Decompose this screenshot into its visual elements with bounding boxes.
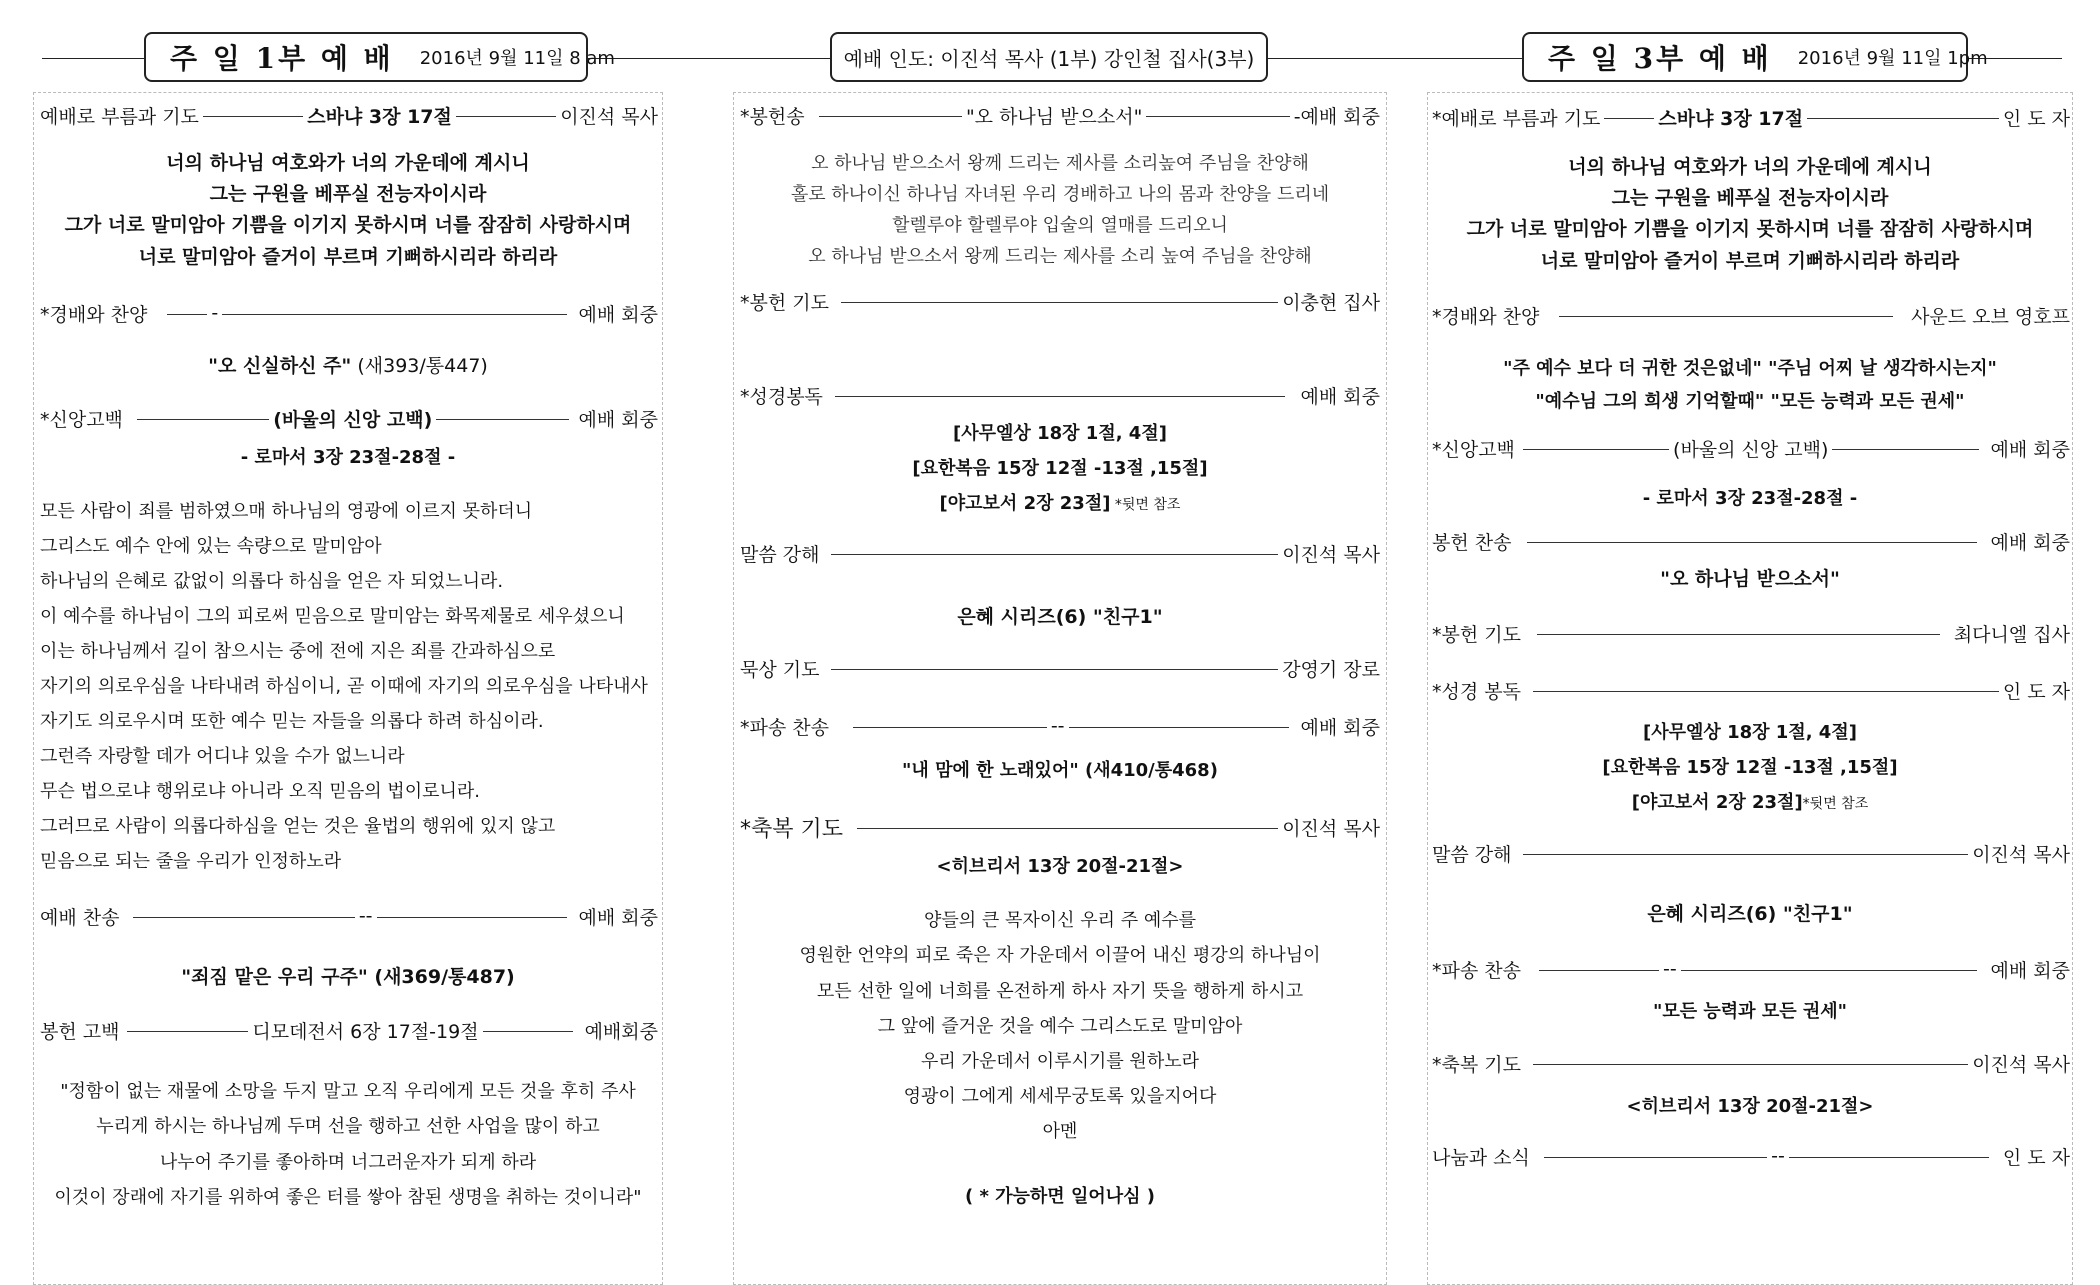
service-1-date: 2016년 9월 11일 8 am [419,48,615,69]
leader-line [133,917,354,918]
creed-title: (바울의 신앙 고백) [273,408,433,431]
creed-text-line: 자기도 의로우시며 또한 예수 믿는 자들을 의롭다 하려 하심이라. [40,711,544,732]
silent-prayer-row [740,655,1380,681]
praise-label: *경배와 찬양 [1432,305,1540,328]
creed-title: (바울의 신앙 고백) [1673,438,1829,461]
leader-line [1523,449,1669,450]
leader-line [841,302,1278,303]
worship-leaders: 예배 인도: 이진석 목사 (1부) 강인철 집사(3부) [843,46,1255,71]
service-3-date: 2016년 9월 11일 1pm [1797,48,1988,69]
offering-song-label: 봉헌 찬송 [1432,531,1512,554]
scripture-reading-label: *성경봉독 [740,385,823,408]
praise-row [40,300,658,326]
sermon-preacher: 이진석 목사 [1282,543,1380,566]
offering-prayer-label: *봉헌 기도 [1432,623,1521,646]
offering-prayer-row-3 [1432,620,2070,646]
leader-line [1604,118,1654,119]
service-1-title: 주 일 1부 예 배 [170,42,394,75]
benediction-reference: <히브리서 13장 20절-21절> [936,856,1184,877]
sermon-title: 은혜 시리즈(6) "친구1" [1647,903,1853,925]
praise-by: 예배 회중 [578,303,658,326]
call-to-worship-label: 예배로 부름과 기도 [40,105,199,128]
call-verse-line: 그가 너로 말미암아 기쁨을 이기지 못하시며 너를 잠잠히 사랑하시며 [1466,218,2034,240]
call-to-worship-row [40,102,658,128]
dismissal-hymn-mid: -- [1050,715,1065,737]
call-verse-line: 너로 말미암아 즐거이 부르며 기뻐하시리라 하리라 [1540,250,1960,272]
praise-mid: - [211,302,219,324]
call-to-worship-leader: 인 도 자 [2002,107,2070,130]
standing-footnote: ( * 가능하면 일어나심 ) [964,1186,1156,1207]
offering-prayer-label: *봉헌 기도 [740,291,829,314]
call-verse-line: 너의 하나님 여호와가 너의 가운데에 계시니 [1568,156,1932,178]
leader-line [377,917,567,918]
leader-line [1523,854,1968,855]
offering-song-title: "오 하나님 받으소서" [1660,568,1840,590]
leader-line [1539,970,1659,971]
leader-line [1069,727,1289,728]
sermon-row-3 [1432,840,2070,866]
dismissal-hymn-number: (새410/통468) [1078,760,1218,781]
reading-ref: [사무엘상 18장 1절, 4절] [1643,722,1857,743]
call-verse-line: 너의 하나님 여호와가 너의 가운데에 계시니 [166,152,530,174]
creed-text-line: 믿음으로 되는 줄을 우리가 인정하노라 [40,851,342,872]
offering-prayer-row [740,288,1380,314]
creed-text-line: 그러므로 사람이 의롭다하심을 얻는 것은 율법의 행위에 있지 않고 [40,816,556,837]
leaders-box [830,32,1268,82]
offering-lyric-line: 홀로 하나이신 하나님 자녀된 우리 경배하고 나의 몸과 찬양을 드리네 [790,184,1330,205]
scripture-reading-by: 예배 회중 [1300,385,1380,408]
creed-label: *신앙고백 [1432,438,1515,461]
creed-text-line: 자기의 의로우심을 나타내려 하심이니, 곧 이때에 자기의 의로우심을 나타내사 [40,676,648,697]
silent-prayer-by: 강영기 장로 [1282,658,1380,681]
offering-song-label: *봉헌송 [740,105,805,128]
service-3-title-box [1522,32,1988,82]
leader-line [1533,691,1999,692]
call-verse-line: 그는 구원을 베푸실 전능자이시라 [1611,187,1889,209]
leader-line [819,116,962,117]
creed-text-line: 그리스도 예수 안에 있는 속량으로 말미암아 [40,536,382,557]
leader-line [127,1031,248,1032]
creed-reference: - 로마서 3장 23절-28절 - [1642,488,1858,509]
leader-line [1533,1064,1968,1065]
offering-prayer-by: 이충현 집사 [1282,291,1380,314]
dismissal-hymn-row-3 [1432,956,2070,982]
praise-song-title: "오 신실하신 주" [208,355,352,377]
dismissal-hymn-by: 예배 회중 [1990,959,2070,982]
benediction-reference: <히브리서 13장 20절-21절> [1626,1096,1874,1117]
offering-text-line: 누리게 하시는 하나님께 두며 선을 행하고 선한 사업을 많이 하고 [96,1116,600,1137]
sermon-row [740,540,1380,566]
announcements-row [1432,1143,2070,1169]
scripture-reading-label: *성경 봉독 [1432,680,1521,703]
sermon-label: 말씀 강해 [1432,843,1512,866]
benediction-text-line: 모든 선한 일에 너희를 온전하게 하사 자기 뜻을 행하게 하시고 [816,981,1304,1002]
benediction-row-3 [1432,1050,2070,1076]
benediction-label: *축복 기도 [1432,1053,1521,1076]
offering-prayer-by: 최다니엘 집사 [1953,623,2070,646]
offering-song-row-3 [1432,528,2070,554]
offering-song-row [740,102,1380,128]
leader-line [436,419,568,420]
benediction-row [740,812,1380,842]
praise-song-number: (새393/통447) [351,355,488,377]
leader-line [167,314,207,315]
benediction-text-line: 양들의 큰 목자이신 우리 주 예수를 [923,910,1197,931]
silent-prayer-label: 묵상 기도 [740,658,820,681]
announcements-label: 나눔과 소식 [1432,1146,1530,1169]
offering-confession-by: 예배회중 [584,1020,658,1043]
hymn-song-title: "죄짐 맡은 우리 구주" [181,966,368,988]
offering-song-by: -예배 회중 [1293,105,1381,128]
dismissal-hymn-by: 예배 회중 [1300,716,1380,739]
offering-lyric-line: 할렐루야 할렐루야 입술의 열매를 드리오니 [892,215,1228,236]
hymn-by: 예배 회중 [578,906,658,929]
benediction-text-line: 아멘 [1042,1121,1078,1142]
creed-reference: - 로마서 3장 23절-28절 - [240,447,456,468]
praise-song [33,351,663,378]
call-to-worship-row-3 [1432,104,2070,130]
leader-line [456,116,556,117]
creed-row-3 [1432,435,2070,461]
benediction-text-line: 그 앞에 즐거운 것을 예수 그리스도로 말미암아 [877,1016,1243,1037]
leader-line [483,1031,573,1032]
offering-confession-row [40,1017,658,1043]
dismissal-hymn-label: *파송 찬송 [740,716,829,739]
leader-line [203,116,303,117]
leader-line [835,396,1285,397]
call-to-worship-scripture: 스바냐 3장 17절 [307,105,452,128]
offering-confession-scripture: 디모데전서 6장 17절-19절 [252,1020,479,1043]
header-rule-left [42,58,144,59]
offering-text-line: 나누어 주기를 좋아하며 너그러운자가 되게 하라 [159,1152,537,1173]
dismissal-hymn-mid: -- [1662,958,1677,980]
hymn-mid: -- [358,905,373,927]
header-rule-center-right [1268,58,1522,59]
header-rule-left-center [588,58,830,59]
leader-line [1537,634,1940,635]
offering-text-line: 이것이 장래에 자기를 위하여 좋은 터를 쌓아 참된 생명을 취하는 것이니라" [54,1187,642,1208]
hymn-label: 예배 찬송 [40,906,120,929]
scripture-reading-by: 인 도 자 [2002,680,2070,703]
leader-line [1807,118,1999,119]
leader-line [1544,1157,1767,1158]
hymn-song-number: (새369/통487) [367,966,515,988]
call-verse-line: 그는 구원을 베푸실 전능자이시라 [209,183,487,205]
leader-line [1559,316,1893,317]
reading-ref: [야고보서 2장 23절] [939,493,1111,514]
leader-line [137,419,269,420]
dismissal-hymn-label: *파송 찬송 [1432,959,1521,982]
reading-note: *뒷면 참조 [1802,796,1869,812]
leader-line [1681,970,1977,971]
praise-label: *경배와 찬양 [40,303,148,326]
leader-line [831,669,1278,670]
benediction-text-line: 영광이 그에게 세세무궁토록 있을지어다 [903,1086,1217,1107]
scripture-reading-row-3 [1432,677,2070,703]
creed-by: 예배 회중 [1990,438,2070,461]
creed-text-line: 이는 하나님께서 길이 참으시는 중에 전에 지은 죄를 간과하심으로 [40,641,556,662]
benediction-by: 이진석 목사 [1282,817,1380,840]
call-to-worship-label: *예배로 부름과 기도 [1432,107,1601,130]
hymn-row [40,903,658,929]
service-1-title-box [144,32,615,82]
creed-text-line: 무슨 법으로냐 행위로냐 아니라 오직 믿음의 법이로니라. [40,781,480,802]
benediction-text-line: 영원한 언약의 피로 죽은 자 가운데서 이끌어 내신 평강의 하나님이 [799,945,1321,966]
leader-line [1789,1157,1989,1158]
leader-line [1146,116,1289,117]
reading-note: *뒷면 참조 [1110,497,1181,513]
dismissal-hymn-title: "내 맘에 한 노래있어" [902,760,1079,781]
reading-ref: [요한복음 15장 12절 -13절 ,15절] [912,458,1208,479]
reading-ref: [사무엘상 18장 1절, 4절] [953,423,1167,444]
dismissal-hymn-title: "모든 능력과 모든 권세" [1652,1001,1848,1022]
announcements-mid: -- [1771,1145,1785,1167]
leader-line [1527,542,1976,543]
reading-ref: [요한복음 15장 12절 -13절 ,15절] [1602,757,1898,778]
dismissal-hymn-row [740,713,1380,739]
leader-line [1832,449,1978,450]
leader-line [831,554,1278,555]
offering-text-line: "정함이 없는 재물에 소망을 두지 말고 오직 우리에게 모든 것을 후히 주사 [60,1081,636,1102]
creed-text-line: 모든 사람이 죄를 범하였으매 하나님의 영광에 이르지 못하더니 [40,501,533,522]
praise-song-line: "주 예수 보다 더 귀한 것은없네" "주님 어찌 날 생각하시는지" [1503,358,1997,379]
creed-label: *신앙고백 [40,408,123,431]
benediction-by: 이진석 목사 [1972,1053,2070,1076]
dismissal-hymn [733,756,1387,782]
benediction-label: *축복 기도 [740,816,844,842]
call-verse-line: 너로 말미암아 즐거이 부르며 기뻐하시리라 하리라 [138,246,558,268]
praise-row-3 [1432,302,2070,328]
sermon-label: 말씀 강해 [740,543,820,566]
creed-text-line: 이 예수를 하나님이 그의 피로써 믿음으로 말미암는 화목제물로 세우셨으니 [40,606,625,627]
call-verse-line: 그가 너로 말미암아 기쁨을 이기지 못하시며 너를 잠잠히 사랑하시며 [64,214,632,236]
sermon-preacher: 이진석 목사 [1972,843,2070,866]
creed-text-line: 그런즉 자랑할 데가 어디냐 있을 수가 없느니라 [40,746,405,767]
leader-line [857,828,1278,829]
creed-by: 예배 회중 [578,408,658,431]
hymn-song [33,962,663,989]
praise-song-line: "예수님 그의 희생 기억할때" "모든 능력과 모든 권세" [1535,391,1965,412]
reading-ref-with-note [733,489,1387,515]
offering-confession-label: 봉헌 고백 [40,1020,120,1043]
creed-row [40,405,658,431]
offering-lyric-line: 오 하나님 받으소서 왕께 드리는 제사를 소리높여 주님을 찬양해 [811,153,1309,174]
announcements-by: 인 도 자 [2002,1146,2070,1169]
scripture-reading-row [740,382,1380,408]
service-3-title: 주 일 3부 예 배 [1548,42,1772,75]
leader-line [853,727,1047,728]
benediction-text-line: 우리 가운데서 이루시기를 원하노라 [921,1051,1199,1072]
sermon-title: 은혜 시리즈(6) "친구1" [957,606,1163,628]
praise-by: 사운드 오브 영호프 [1911,305,2070,328]
creed-text-line: 하나님의 은혜로 값없이 의롭다 하심을 얻은 자 되었느니라. [40,571,504,592]
leader-line [222,314,566,315]
call-to-worship-leader: 이진석 목사 [560,105,658,128]
call-to-worship-scripture: 스바냐 3장 17절 [1658,107,1804,130]
offering-song-title: "오 하나님 받으소서" [965,105,1143,128]
offering-song-by: 예배 회중 [1990,531,2070,554]
offering-lyric-line: 오 하나님 받으소서 왕께 드리는 제사를 소리 높여 주님을 찬양해 [808,246,1312,267]
reading-ref-with-note [1427,788,2073,814]
reading-ref: [야고보서 2장 23절] [1631,792,1803,813]
